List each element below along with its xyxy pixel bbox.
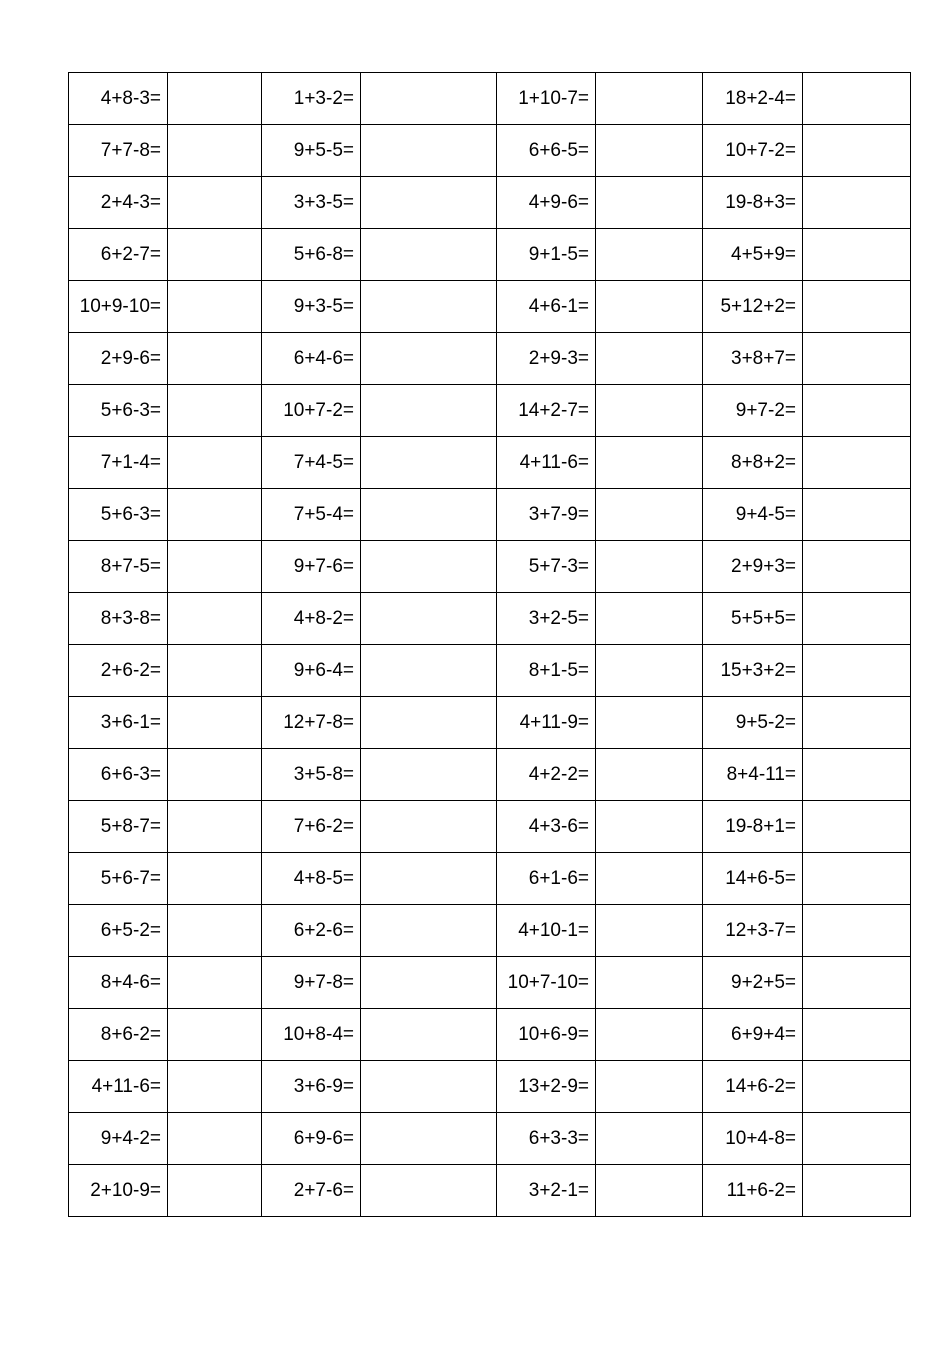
problem-expression: 6+6-5= bbox=[497, 125, 596, 177]
answer-cell[interactable] bbox=[596, 801, 703, 853]
problem-expression: 3+5-8= bbox=[262, 749, 361, 801]
problem-expression: 4+3-6= bbox=[497, 801, 596, 853]
answer-cell[interactable] bbox=[803, 177, 911, 229]
problem-expression: 19-8+1= bbox=[703, 801, 803, 853]
problem-expression: 9+6-4= bbox=[262, 645, 361, 697]
table-row bbox=[69, 333, 911, 385]
problem-expression: 8+1-5= bbox=[497, 645, 596, 697]
table-row bbox=[69, 281, 911, 333]
answer-cell[interactable] bbox=[168, 229, 262, 281]
problem-expression: 4+8-2= bbox=[262, 593, 361, 645]
problem-expression: 6+5-2= bbox=[69, 905, 168, 957]
answer-cell[interactable] bbox=[803, 1009, 911, 1061]
answer-cell[interactable] bbox=[168, 905, 262, 957]
problem-expression: 4+8-5= bbox=[262, 853, 361, 905]
problem-expression: 8+3-8= bbox=[69, 593, 168, 645]
problem-expression: 6+3-3= bbox=[497, 1113, 596, 1165]
problem-expression: 2+10-9= bbox=[69, 1165, 168, 1217]
answer-cell[interactable] bbox=[361, 853, 497, 905]
answer-cell[interactable] bbox=[803, 489, 911, 541]
arithmetic-worksheet-table bbox=[68, 72, 911, 1217]
answer-cell[interactable] bbox=[803, 1113, 911, 1165]
answer-cell[interactable] bbox=[168, 593, 262, 645]
answer-cell[interactable] bbox=[596, 489, 703, 541]
table-row bbox=[69, 125, 911, 177]
answer-cell[interactable] bbox=[168, 957, 262, 1009]
problem-expression: 15+3+2= bbox=[703, 645, 803, 697]
problem-expression: 4+11-6= bbox=[69, 1061, 168, 1113]
problem-expression: 2+7-6= bbox=[262, 1165, 361, 1217]
answer-cell[interactable] bbox=[596, 437, 703, 489]
answer-cell[interactable] bbox=[803, 801, 911, 853]
problem-expression: 10+9-10= bbox=[69, 281, 168, 333]
answer-cell[interactable] bbox=[596, 593, 703, 645]
answer-cell[interactable] bbox=[361, 1009, 497, 1061]
table-row bbox=[69, 749, 911, 801]
problem-expression: 9+7-6= bbox=[262, 541, 361, 593]
problem-expression: 2+9-6= bbox=[69, 333, 168, 385]
answer-cell[interactable] bbox=[168, 853, 262, 905]
problem-expression: 4+9-6= bbox=[497, 177, 596, 229]
answer-cell[interactable] bbox=[803, 593, 911, 645]
problem-expression: 6+2-7= bbox=[69, 229, 168, 281]
answer-cell[interactable] bbox=[596, 177, 703, 229]
problem-expression: 7+5-4= bbox=[262, 489, 361, 541]
answer-cell[interactable] bbox=[361, 749, 497, 801]
answer-cell[interactable] bbox=[361, 333, 497, 385]
problem-expression: 5+12+2= bbox=[703, 281, 803, 333]
problem-expression: 10+7-2= bbox=[703, 125, 803, 177]
problem-expression: 2+4-3= bbox=[69, 177, 168, 229]
answer-cell[interactable] bbox=[361, 1113, 497, 1165]
table-row bbox=[69, 697, 911, 749]
table-row bbox=[69, 177, 911, 229]
problem-expression: 5+5+5= bbox=[703, 593, 803, 645]
answer-cell[interactable] bbox=[803, 905, 911, 957]
problem-expression: 1+3-2= bbox=[262, 73, 361, 125]
answer-cell[interactable] bbox=[596, 73, 703, 125]
problem-expression: 13+2-9= bbox=[497, 1061, 596, 1113]
answer-cell[interactable] bbox=[168, 437, 262, 489]
answer-cell[interactable] bbox=[596, 1113, 703, 1165]
answer-cell[interactable] bbox=[596, 333, 703, 385]
problem-expression: 3+6-1= bbox=[69, 697, 168, 749]
problem-expression: 3+7-9= bbox=[497, 489, 596, 541]
answer-cell[interactable] bbox=[596, 1061, 703, 1113]
answer-cell[interactable] bbox=[168, 125, 262, 177]
answer-cell[interactable] bbox=[361, 905, 497, 957]
table-row bbox=[69, 1009, 911, 1061]
answer-cell[interactable] bbox=[596, 905, 703, 957]
answer-cell[interactable] bbox=[168, 489, 262, 541]
answer-cell[interactable] bbox=[596, 853, 703, 905]
problem-expression: 8+4-6= bbox=[69, 957, 168, 1009]
answer-cell[interactable] bbox=[803, 73, 911, 125]
problem-expression: 6+2-6= bbox=[262, 905, 361, 957]
problem-expression: 8+8+2= bbox=[703, 437, 803, 489]
table-row bbox=[69, 1165, 911, 1217]
problem-expression: 9+5-5= bbox=[262, 125, 361, 177]
table-row bbox=[69, 229, 911, 281]
answer-cell[interactable] bbox=[596, 385, 703, 437]
problem-expression: 9+2+5= bbox=[703, 957, 803, 1009]
problem-expression: 4+6-1= bbox=[497, 281, 596, 333]
answer-cell[interactable] bbox=[803, 541, 911, 593]
problem-expression: 5+6-3= bbox=[69, 385, 168, 437]
problem-expression: 5+6-3= bbox=[69, 489, 168, 541]
answer-cell[interactable] bbox=[168, 385, 262, 437]
problem-expression: 6+6-3= bbox=[69, 749, 168, 801]
answer-cell[interactable] bbox=[168, 1061, 262, 1113]
problem-expression: 6+9-6= bbox=[262, 1113, 361, 1165]
answer-cell[interactable] bbox=[803, 125, 911, 177]
problem-expression: 14+6-2= bbox=[703, 1061, 803, 1113]
problem-expression: 2+6-2= bbox=[69, 645, 168, 697]
answer-cell[interactable] bbox=[596, 281, 703, 333]
problem-expression: 14+2-7= bbox=[497, 385, 596, 437]
problem-expression: 4+5+9= bbox=[703, 229, 803, 281]
problem-expression: 8+6-2= bbox=[69, 1009, 168, 1061]
answer-cell[interactable] bbox=[803, 1165, 911, 1217]
problem-expression: 4+2-2= bbox=[497, 749, 596, 801]
answer-cell[interactable] bbox=[803, 957, 911, 1009]
table-row bbox=[69, 853, 911, 905]
problem-expression: 10+7-2= bbox=[262, 385, 361, 437]
answer-cell[interactable] bbox=[361, 957, 497, 1009]
answer-cell[interactable] bbox=[596, 957, 703, 1009]
problem-expression: 10+4-8= bbox=[703, 1113, 803, 1165]
answer-cell[interactable] bbox=[361, 73, 497, 125]
table-row bbox=[69, 541, 911, 593]
answer-cell[interactable] bbox=[168, 333, 262, 385]
answer-cell[interactable] bbox=[361, 801, 497, 853]
answer-cell[interactable] bbox=[361, 1165, 497, 1217]
problem-expression: 10+6-9= bbox=[497, 1009, 596, 1061]
answer-cell[interactable] bbox=[803, 645, 911, 697]
problem-expression: 2+9-3= bbox=[497, 333, 596, 385]
table-row bbox=[69, 957, 911, 1009]
answer-cell[interactable] bbox=[596, 645, 703, 697]
answer-cell[interactable] bbox=[361, 489, 497, 541]
answer-cell[interactable] bbox=[168, 697, 262, 749]
answer-cell[interactable] bbox=[596, 697, 703, 749]
problem-expression: 6+4-6= bbox=[262, 333, 361, 385]
problem-expression: 3+6-9= bbox=[262, 1061, 361, 1113]
answer-cell[interactable] bbox=[803, 749, 911, 801]
answer-cell[interactable] bbox=[361, 541, 497, 593]
answer-cell[interactable] bbox=[168, 73, 262, 125]
problem-expression: 9+5-2= bbox=[703, 697, 803, 749]
answer-cell[interactable] bbox=[361, 593, 497, 645]
answer-cell[interactable] bbox=[803, 697, 911, 749]
problem-expression: 12+3-7= bbox=[703, 905, 803, 957]
problem-expression: 8+7-5= bbox=[69, 541, 168, 593]
answer-cell[interactable] bbox=[803, 437, 911, 489]
problem-expression: 4+11-6= bbox=[497, 437, 596, 489]
answer-cell[interactable] bbox=[803, 1061, 911, 1113]
answer-cell[interactable] bbox=[361, 645, 497, 697]
answer-cell[interactable] bbox=[168, 541, 262, 593]
answer-cell[interactable] bbox=[596, 541, 703, 593]
problem-expression: 18+2-4= bbox=[703, 73, 803, 125]
answer-cell[interactable] bbox=[168, 1009, 262, 1061]
table-row bbox=[69, 645, 911, 697]
problem-expression: 11+6-2= bbox=[703, 1165, 803, 1217]
answer-cell[interactable] bbox=[596, 1165, 703, 1217]
problem-expression: 19-8+3= bbox=[703, 177, 803, 229]
answer-cell[interactable] bbox=[361, 229, 497, 281]
problem-expression: 6+9+4= bbox=[703, 1009, 803, 1061]
problem-expression: 9+4-5= bbox=[703, 489, 803, 541]
answer-cell[interactable] bbox=[168, 177, 262, 229]
table-row bbox=[69, 73, 911, 125]
problem-expression: 3+3-5= bbox=[262, 177, 361, 229]
answer-cell[interactable] bbox=[361, 1061, 497, 1113]
problem-expression: 8+4-11= bbox=[703, 749, 803, 801]
answer-cell[interactable] bbox=[361, 177, 497, 229]
problem-expression: 1+10-7= bbox=[497, 73, 596, 125]
table-row bbox=[69, 593, 911, 645]
answer-cell[interactable] bbox=[168, 749, 262, 801]
answer-cell[interactable] bbox=[803, 229, 911, 281]
problem-expression: 10+8-4= bbox=[262, 1009, 361, 1061]
table-row bbox=[69, 801, 911, 853]
problem-expression: 9+3-5= bbox=[262, 281, 361, 333]
problem-expression: 3+2-5= bbox=[497, 593, 596, 645]
problem-expression: 5+6-7= bbox=[69, 853, 168, 905]
answer-cell[interactable] bbox=[361, 437, 497, 489]
table-row bbox=[69, 1113, 911, 1165]
problem-expression: 4+10-1= bbox=[497, 905, 596, 957]
problem-expression: 6+1-6= bbox=[497, 853, 596, 905]
problem-expression: 9+7-8= bbox=[262, 957, 361, 1009]
problem-expression: 14+6-5= bbox=[703, 853, 803, 905]
problem-expression: 9+1-5= bbox=[497, 229, 596, 281]
answer-cell[interactable] bbox=[168, 1165, 262, 1217]
answer-cell[interactable] bbox=[361, 125, 497, 177]
answer-cell[interactable] bbox=[168, 801, 262, 853]
answer-cell[interactable] bbox=[361, 281, 497, 333]
answer-cell[interactable] bbox=[596, 125, 703, 177]
problem-expression: 5+8-7= bbox=[69, 801, 168, 853]
answer-cell[interactable] bbox=[596, 229, 703, 281]
table-row bbox=[69, 1061, 911, 1113]
answer-cell[interactable] bbox=[596, 749, 703, 801]
problem-expression: 7+1-4= bbox=[69, 437, 168, 489]
problem-expression: 9+4-2= bbox=[69, 1113, 168, 1165]
answer-cell[interactable] bbox=[803, 385, 911, 437]
problem-expression: 5+7-3= bbox=[497, 541, 596, 593]
table-row bbox=[69, 385, 911, 437]
table-row bbox=[69, 905, 911, 957]
problem-expression: 12+7-8= bbox=[262, 697, 361, 749]
problem-expression: 7+7-8= bbox=[69, 125, 168, 177]
problem-expression: 3+8+7= bbox=[703, 333, 803, 385]
answer-cell[interactable] bbox=[803, 281, 911, 333]
answer-cell[interactable] bbox=[596, 1009, 703, 1061]
problem-expression: 10+7-10= bbox=[497, 957, 596, 1009]
answer-cell[interactable] bbox=[803, 853, 911, 905]
problem-expression: 9+7-2= bbox=[703, 385, 803, 437]
table-row bbox=[69, 489, 911, 541]
answer-cell[interactable] bbox=[803, 333, 911, 385]
problem-expression: 4+11-9= bbox=[497, 697, 596, 749]
answer-cell[interactable] bbox=[168, 645, 262, 697]
table-row bbox=[69, 437, 911, 489]
answer-cell[interactable] bbox=[168, 1113, 262, 1165]
problem-expression: 5+6-8= bbox=[262, 229, 361, 281]
problem-expression: 2+9+3= bbox=[703, 541, 803, 593]
problem-expression: 7+4-5= bbox=[262, 437, 361, 489]
answer-cell[interactable] bbox=[361, 697, 497, 749]
problem-expression: 4+8-3= bbox=[69, 73, 168, 125]
problem-expression: 3+2-1= bbox=[497, 1165, 596, 1217]
answer-cell[interactable] bbox=[361, 385, 497, 437]
problem-expression: 7+6-2= bbox=[262, 801, 361, 853]
answer-cell[interactable] bbox=[168, 281, 262, 333]
